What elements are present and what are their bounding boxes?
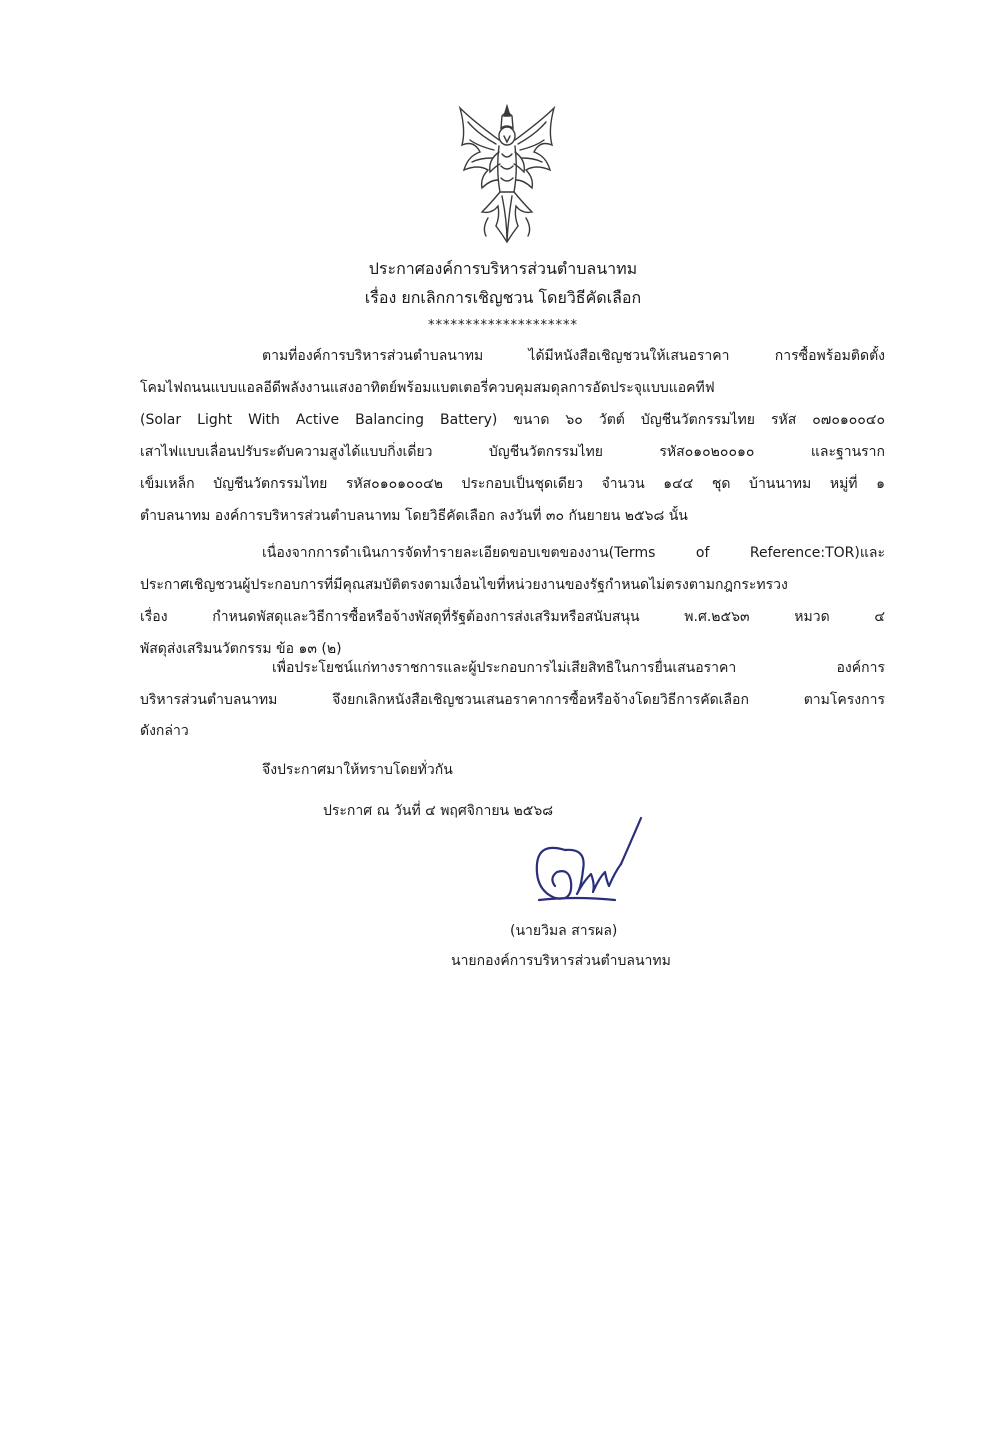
para1-line4: เสาไฟแบบเลื่อนปรับระดับความสูงได้แบบกิ่งเดี่ยว บัญชีนวัตกรรมไทย รหัส๐๑๐๒๐๐๑๐ และฐานราก [140,444,885,460]
para1-line3: (Solar Light With Active Balancing Battery) ขนาด ๖๐ วัตต์ บัญชีนวัตกรรมไทย รหัส ๐๗๐๑๐๐๔๐ [140,412,885,428]
para1-line1: ตามที่องค์การบริหารส่วนตำบลนาทม ได้มีหนังสือเชิญชวนให้เสนอราคา การซื้อพร้อมติดตั้ง [262,348,885,364]
para2-line2: ประกาศเชิญชวนผู้ประกอบการที่มีคุณสมบัติตรงตามเงื่อนไขที่หน่วยงานของรัฐกำหนดไม่ตรงตามกฎกระทรวง [140,577,788,593]
para3-line3: ดังกล่าว [140,723,189,739]
title-separator: ******************** [428,318,578,333]
closing-statement: จึงประกาศมาให้ทราบโดยทั่วกัน [262,762,453,778]
handwritten-signature [525,812,645,917]
para2-line3: เรื่อง กำหนดพัสดุและวิธีการซื้อหรือจ้างพัสดุที่รัฐต้องการส่งเสริมหรือสนับสนุน พ.ศ.๒๕๖๓ หมวด ๔ [140,609,885,625]
announcement-date: ประกาศ ณ วันที่ ๔ พฤศจิกายน ๒๕๖๘ [323,803,554,819]
para3-line1: เพื่อประโยชน์แก่ทางราชการและผู้ประกอบการไม่เสียสิทธิในการยื่นเสนอราคา องค์การ [272,660,885,676]
announcement-title: ประกาศองค์การบริหารส่วนตำบลนาทม [368,259,638,278]
para2-line4: พัสดุส่งเสริมนวัตกรรม ข้อ ๑๓ (๒) [140,641,342,657]
para2-line1: เนื่องจากการดำเนินการจัดทำรายละเอียดขอบเขตของงาน(Terms of Reference:TOR)และ [262,545,885,561]
signatory-name: (นายวิมล สารผล) [510,923,618,939]
garuda-emblem-icon [452,100,562,250]
para1-line6: ตำบลนาทม องค์การบริหารส่วนตำบลนาทม โดยวิธีคัดเลือก ลงวันที่ ๓๐ กันยายน ๒๕๖๘ นั้น [140,508,688,524]
para3-line2: บริหารส่วนตำบลนาทม จึงยกเลิกหนังสือเชิญชวนเสนอราคาการซื้อหรือจ้างโดยวิธีการคัดเลือก ตามโครงการ [140,692,885,708]
para1-line5: เข็มเหล็ก บัญชีนวัตกรรมไทย รหัส๐๑๐๑๐๐๔๒ ประกอบเป็นชุดเดียว จำนวน ๑๔๔ ชุด บ้านนาทม หมู่ที่ ๑ [140,476,885,492]
signatory-position: นายกองค์การบริหารส่วนตำบลนาทม [451,953,671,969]
para1-line2: โคมไฟถนนแบบแอลอีดีพลังงานแสงอาทิตย์พร้อมแบตเตอรี่ควบคุมสมดุลการอัดประจุแบบแอคทีฟ [140,380,715,396]
announcement-subject: เรื่อง ยกเลิกการเชิญชวน โดยวิธีคัดเลือก [364,288,642,307]
